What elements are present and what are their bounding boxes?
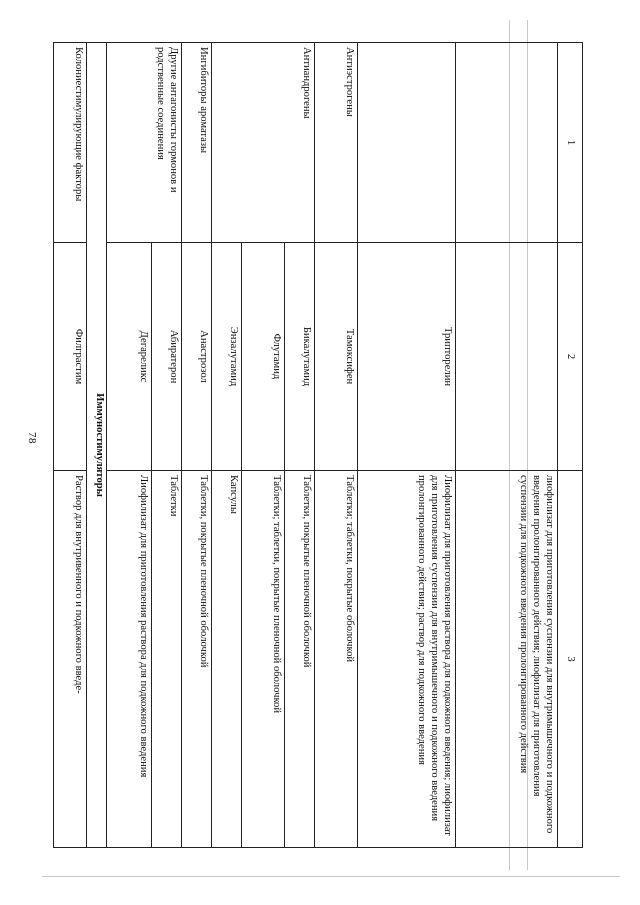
drug-cell: Филграстим (54, 243, 87, 471)
table-row (152, 43, 182, 848)
drug-cell: Флутамид (242, 243, 285, 471)
drug-cell: Анастрозол (182, 243, 212, 471)
drug-cell: Трипторелин (358, 243, 456, 471)
table-row (358, 43, 456, 848)
column-number-row (558, 43, 583, 848)
group-cell: Другие антагонисты гормонов и родственные соединения (107, 43, 182, 243)
column-number: 1 (558, 43, 583, 243)
forms-cell: Лиофилизат для приготовления раствора для подкожного введения (107, 471, 152, 848)
forms-cell: Раствор для внутривенного и подкожного введе- (54, 471, 87, 848)
table-row (182, 43, 212, 848)
group-cell: Антиандрогены (212, 43, 315, 243)
table-row (285, 43, 315, 848)
scan-edge-line (42, 876, 620, 877)
forms-cell: Капсулы (212, 471, 242, 848)
forms-cell: Таблетки; таблетки, покрытые пленочной оболочкой (242, 471, 285, 848)
drug-table (53, 42, 583, 848)
group-cell: Антиэстрогены (315, 43, 358, 243)
column-number: 2 (558, 243, 583, 471)
drug-cell: Бикалутамид (285, 243, 315, 471)
group-cell (456, 43, 558, 243)
table-row (315, 43, 358, 848)
drug-cell: Энзалутамид (212, 243, 242, 471)
group-cell (358, 43, 456, 243)
table-row (54, 43, 87, 848)
column-number: 3 (558, 471, 583, 848)
group-cell: Колониестимулирующие факторы (54, 43, 87, 243)
drug-cell: Тамоксифен (315, 243, 358, 471)
section-title: Иммуностимуляторы (87, 43, 107, 848)
drug-cell (456, 243, 558, 471)
forms-cell: Таблетки, покрытые пленочной оболочкой (285, 471, 315, 848)
forms-cell: лиофилизат для приготовления суспензии для внутримышечного и подкожного введения пролонгированного действия; лиофилизат для приготовления суспензии для подкожного введения пролонгированного действия (456, 471, 558, 848)
drug-cell: Абиратерон (152, 243, 182, 471)
table-row (456, 43, 558, 848)
rotated-table-container (53, 42, 583, 847)
section-row (87, 43, 107, 848)
forms-cell: Таблетки, покрытые пленочной оболочкой (182, 471, 212, 848)
forms-cell: Лиофилизат для приготовления раствора для подкожного введения; лиофилизат для приготовления суспензии для внутримышечного и подкожного введения пролонгированного действия; раствор для подкожного введения (358, 471, 456, 848)
drug-cell: Дегареликс (107, 243, 152, 471)
page-number: 78 (26, 432, 38, 444)
group-cell: Ингибиторы ароматазы (182, 43, 212, 243)
forms-cell: Таблетки (152, 471, 182, 848)
forms-cell: Таблетки; таблетки, покрытые оболочкой (315, 471, 358, 848)
